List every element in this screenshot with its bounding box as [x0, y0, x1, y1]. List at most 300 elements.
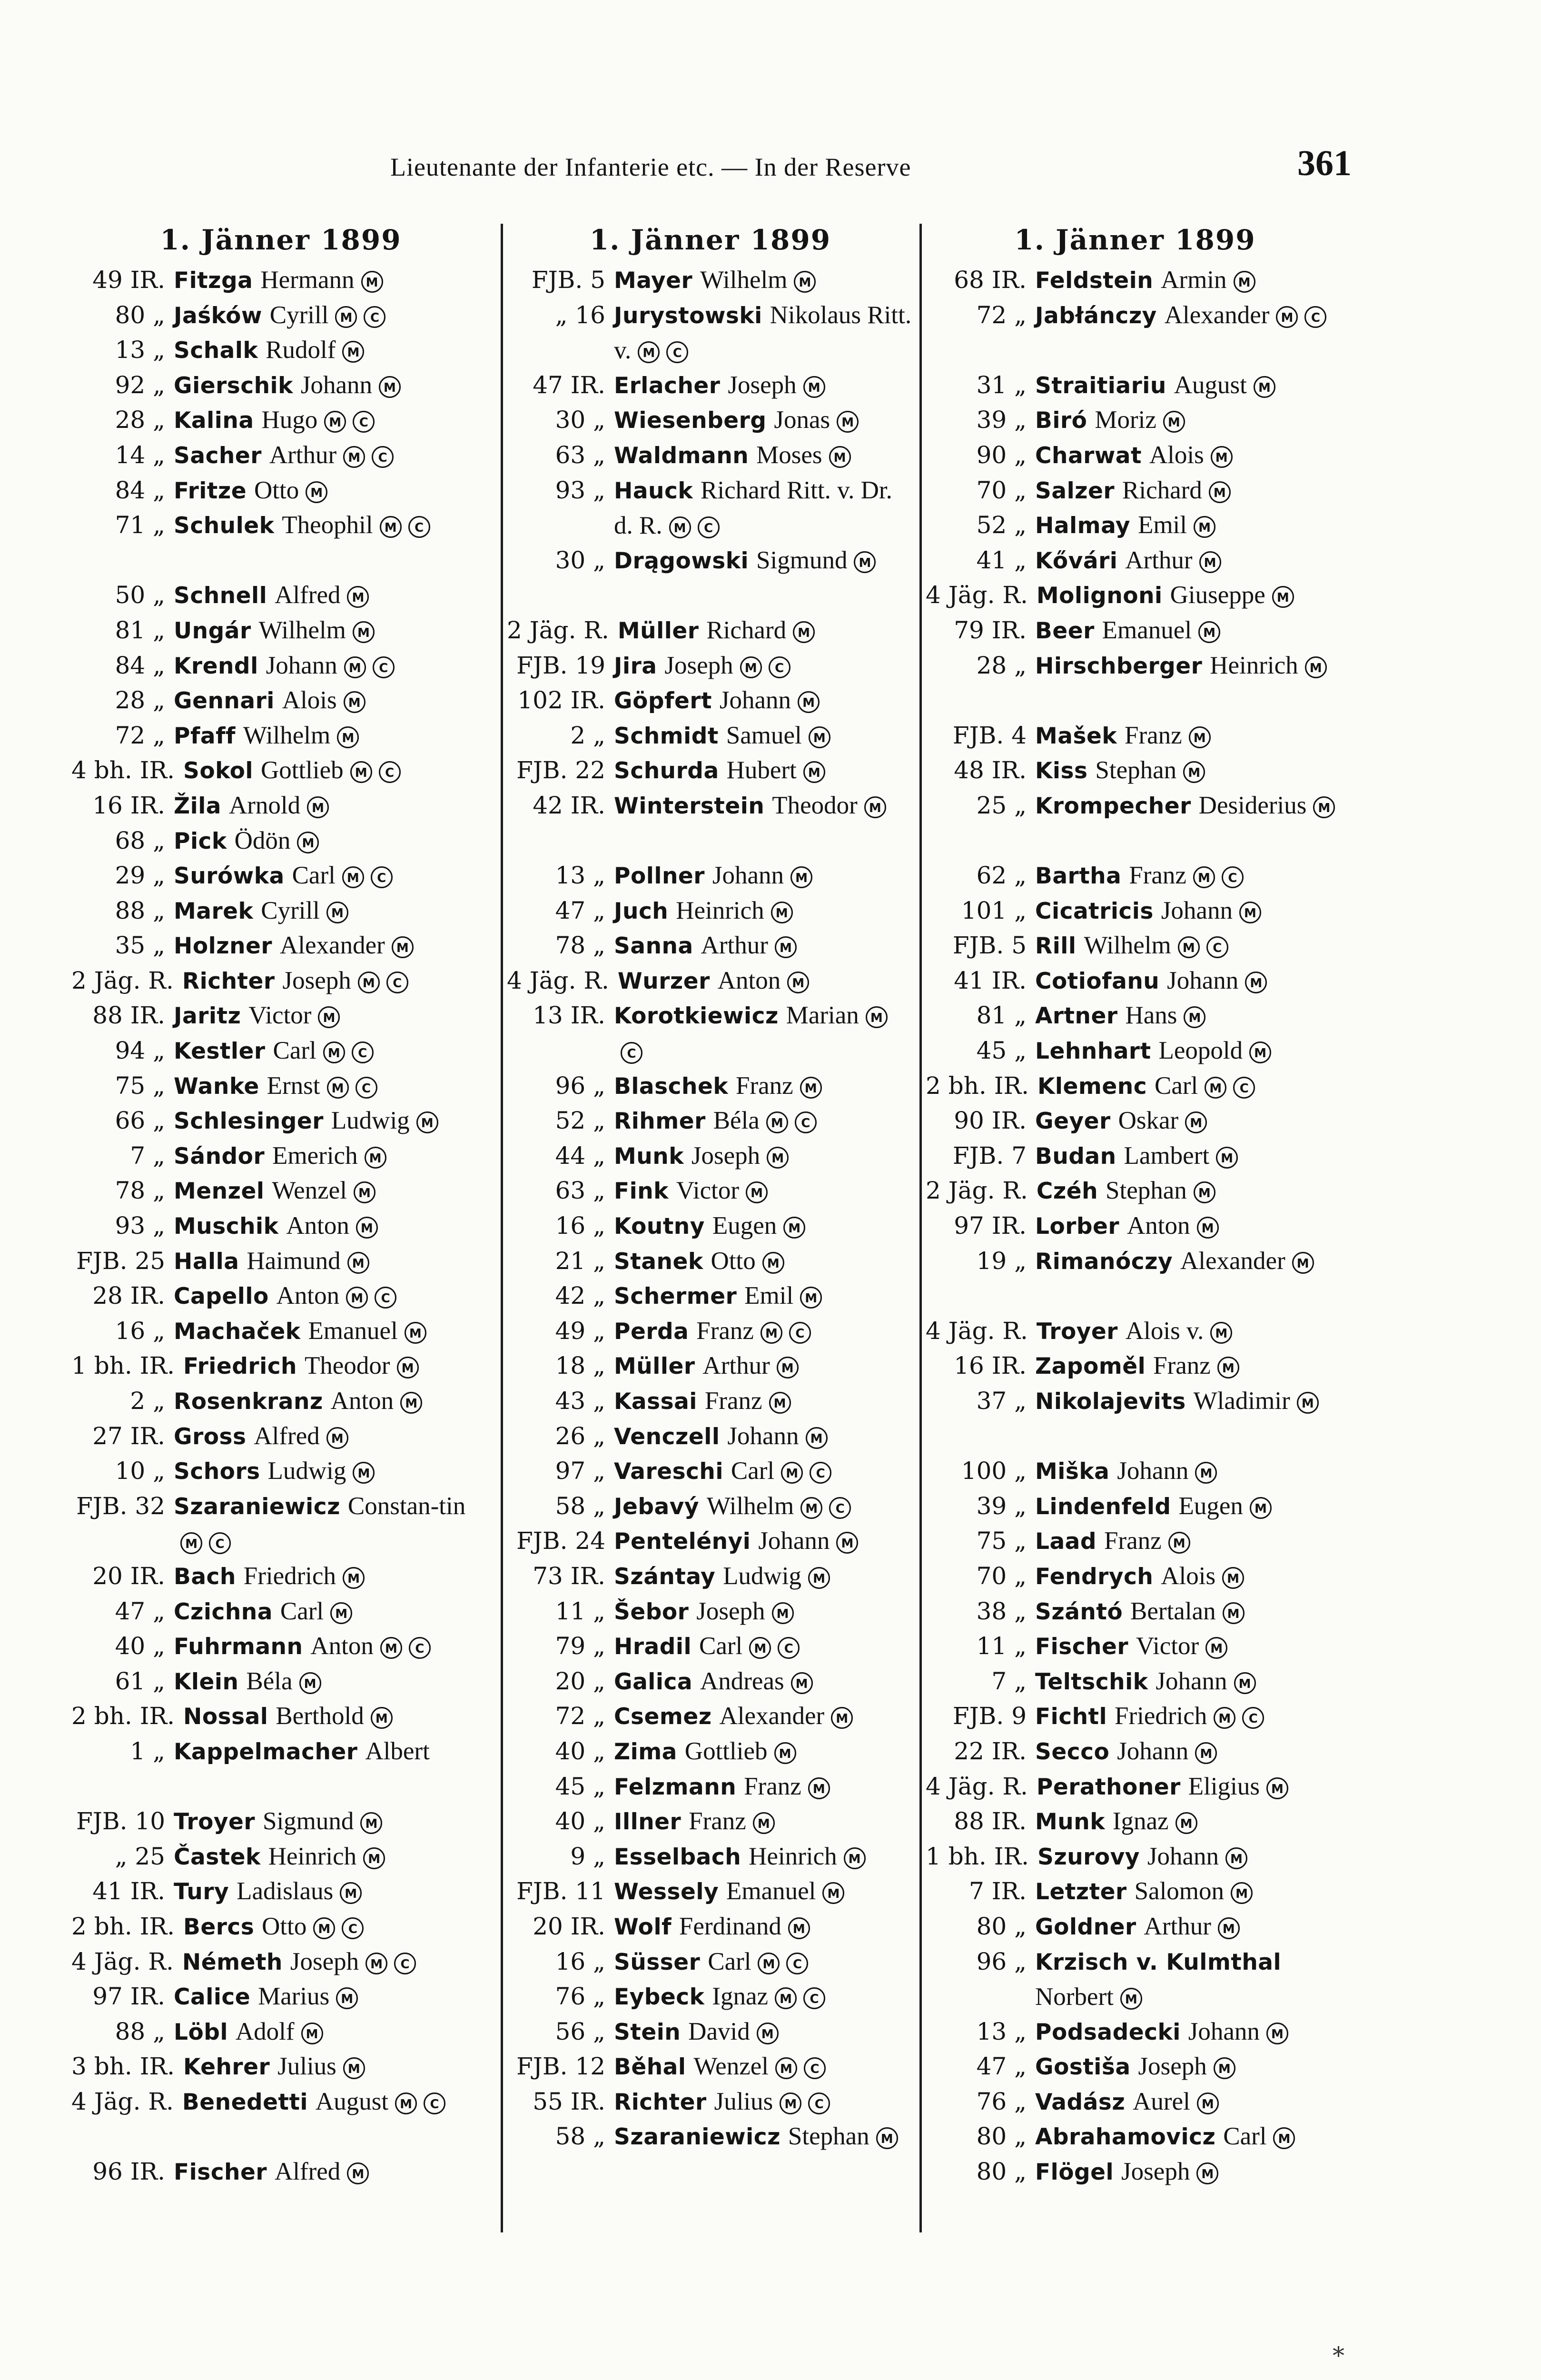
surname: Troyer	[174, 1809, 256, 1835]
given-name: Wilhelm	[243, 721, 331, 749]
medal-m-icon: M	[347, 586, 369, 608]
regiment-label: FJB. 12	[516, 2053, 605, 2081]
medal-m-icon: M	[1194, 516, 1215, 538]
person-name	[174, 508, 490, 544]
regiment-label: 56 „	[555, 2017, 605, 2045]
given-name: Joseph	[696, 1597, 765, 1625]
given-name: Theophil	[282, 511, 373, 539]
medal-m-icon: M	[361, 271, 383, 293]
person-name	[1035, 2084, 1344, 2120]
surname: Šebor	[614, 1598, 689, 1625]
medal-c-icon: C	[209, 1532, 231, 1554]
medal-m-icon: M	[299, 1672, 321, 1694]
given-name: Johann	[300, 371, 372, 399]
regiment-label: 20 IR.	[533, 1912, 605, 1940]
regiment-label: 2 Jäg. R.	[507, 616, 609, 644]
list-item	[507, 1489, 914, 1524]
medal-m-icon: M	[1176, 1812, 1197, 1834]
surname: Koutny	[614, 1213, 705, 1240]
medal-m-icon: M	[806, 1427, 828, 1449]
medal-m-icon: M	[340, 1882, 362, 1904]
medal-c-icon: C	[829, 1497, 851, 1519]
surname: Cotiofanu	[1035, 968, 1160, 994]
regiment-label: 47 IR.	[533, 371, 605, 399]
medal-m-icon: M	[1266, 2023, 1288, 2044]
list-item	[71, 368, 490, 403]
medal-m-icon: M	[1205, 1637, 1227, 1659]
regiment-label: 41 IR.	[954, 966, 1027, 994]
medal-m-icon: M	[767, 1147, 789, 1169]
surname: Müller	[617, 617, 699, 644]
person-name	[183, 753, 490, 789]
regiment-label: 70 „	[976, 476, 1027, 504]
surname: Felzmann	[614, 1774, 737, 1800]
given-name: Richard	[706, 616, 787, 644]
regiment-label: FJB. 7	[952, 1141, 1027, 1170]
medal-m-icon: M	[1211, 446, 1233, 468]
person-name	[1035, 718, 1344, 754]
entry-list	[926, 263, 1344, 2190]
medal-m-icon: M	[777, 1357, 799, 1378]
list-item	[507, 648, 914, 684]
list-item	[71, 298, 490, 333]
regiment-label: 96 IR.	[92, 2158, 165, 2186]
given-name: Franz	[744, 1772, 801, 1800]
medal-c-icon: C	[371, 866, 393, 888]
medal-m-icon: M	[318, 1006, 340, 1028]
column-2	[507, 224, 914, 2242]
person-name	[1035, 368, 1344, 404]
surname: Németh	[182, 1949, 283, 1975]
person-name	[1037, 1314, 1344, 1349]
regiment-label: 40 „	[555, 1807, 605, 1835]
medal-m-icon: M	[363, 1847, 385, 1869]
regiment-label: 2 bh. IR.	[926, 1071, 1029, 1100]
list-item	[71, 823, 490, 859]
person-name	[1035, 788, 1344, 824]
medal-m-icon: M	[1163, 411, 1185, 433]
list-item	[926, 1069, 1344, 1104]
list-item	[507, 1699, 914, 1734]
person-name	[618, 613, 914, 649]
regiment-label: 7 „	[991, 1667, 1027, 1695]
list-item	[507, 1874, 914, 1909]
list-item	[926, 788, 1344, 858]
medal-c-icon: C	[795, 1111, 817, 1133]
person-name	[182, 2084, 490, 2120]
medal-m-icon: M	[1222, 1567, 1244, 1589]
surname: Častek	[174, 1844, 261, 1870]
given-name: Wilhelm	[700, 266, 788, 294]
medal-m-icon: M	[1234, 1672, 1256, 1694]
surname: Halla	[174, 1248, 239, 1275]
person-name	[1035, 1734, 1344, 1770]
regiment-label: 72 „	[115, 721, 165, 749]
medal-m-icon: M	[353, 621, 375, 643]
medal-m-icon: M	[1273, 2127, 1295, 2149]
regiment-label: 75 „	[115, 1071, 165, 1100]
person-name	[174, 1103, 490, 1139]
medal-m-icon: M	[783, 1217, 805, 1239]
person-name	[614, 1699, 914, 1735]
given-name: Carl	[699, 1632, 743, 1660]
list-item	[71, 718, 490, 754]
surname: Mayer	[614, 268, 693, 294]
given-name: Bertalan	[1130, 1597, 1216, 1625]
given-name: Stephan	[1106, 1177, 1187, 1205]
given-name: Arthur	[1144, 1912, 1211, 1940]
list-item	[926, 1909, 1344, 1944]
surname: Jabłánczy	[1035, 302, 1157, 329]
person-name	[174, 1209, 490, 1244]
person-name	[614, 438, 914, 474]
given-name: Julius	[714, 2087, 773, 2115]
medal-m-icon: M	[342, 866, 364, 888]
medal-m-icon: M	[1189, 726, 1211, 748]
list-item	[71, 333, 490, 368]
medal-m-icon: M	[1178, 936, 1200, 958]
surname: Kassai	[614, 1388, 697, 1415]
medal-c-icon: C	[789, 1322, 811, 1344]
person-name	[1035, 403, 1344, 438]
person-name	[618, 963, 914, 999]
person-name	[1035, 1384, 1344, 1419]
given-name: Arthur	[269, 441, 337, 469]
given-name: Franz	[1104, 1527, 1162, 1555]
list-item	[926, 1594, 1344, 1629]
surname: Artner	[1035, 1003, 1118, 1030]
person-name	[614, 1769, 914, 1805]
medal-m-icon: M	[1305, 656, 1327, 678]
given-name: Hans	[1125, 1002, 1177, 1030]
surname: Jira	[614, 653, 657, 679]
given-name: Julius	[277, 2053, 336, 2081]
list-item	[507, 718, 914, 754]
list-item	[71, 753, 490, 788]
regiment-label: 28 IR.	[92, 1282, 165, 1310]
regiment-label: 76 „	[976, 2087, 1027, 2115]
medal-m-icon: M	[762, 1252, 784, 1274]
given-name: Constan-tin	[347, 1492, 466, 1520]
regiment-label: 94 „	[115, 1037, 165, 1065]
surname: Klemenc	[1037, 1073, 1147, 1100]
surname: Szántay	[614, 1563, 716, 1590]
given-name: Eugen	[712, 1212, 777, 1240]
given-name: Moriz	[1095, 406, 1156, 434]
given-name: Ludwig	[331, 1107, 410, 1135]
column-title: 1. Jänner 1899	[160, 224, 402, 256]
surname: Pick	[174, 828, 227, 854]
surname: Erlacher	[614, 372, 721, 399]
surname: Winterstein	[614, 793, 765, 819]
medal-m-icon: M	[343, 2057, 365, 2079]
given-name: Alois v.	[1125, 1317, 1204, 1345]
person-name	[1037, 1769, 1344, 1805]
given-name: Ignaz	[1112, 1807, 1169, 1835]
medal-c-icon: C	[364, 306, 385, 328]
medal-m-icon: M	[1120, 1988, 1142, 2010]
regiment-label: FJB. 9	[952, 1702, 1027, 1730]
list-item	[926, 718, 1344, 754]
surname: Muschik	[174, 1213, 279, 1240]
person-name	[1035, 1909, 1344, 1945]
list-item	[71, 1664, 490, 1699]
given-name: Alfred	[254, 1422, 320, 1450]
list-item	[926, 1804, 1344, 1839]
surname: Schalk	[174, 337, 258, 364]
surname: Sándor	[174, 1143, 265, 1170]
surname: Schermer	[614, 1283, 737, 1310]
surname: Budan	[1035, 1143, 1116, 1170]
given-name: Marian	[786, 1002, 859, 1030]
surname: Kappelmacher	[174, 1738, 358, 1765]
given-name: Oskar	[1118, 1107, 1179, 1135]
regiment-label: 21 „	[555, 1247, 605, 1275]
surname: Esselbach	[614, 1844, 741, 1870]
medal-m-icon: M	[1245, 972, 1267, 993]
regiment-label: 45 „	[976, 1037, 1027, 1065]
given-name: Ernst	[267, 1071, 320, 1100]
regiment-label: 28 „	[115, 406, 165, 434]
person-name	[614, 1594, 914, 1630]
person-name	[614, 2119, 914, 2155]
medal-m-icon: M	[669, 516, 691, 538]
surname: Venczell	[614, 1423, 720, 1450]
given-name: Ludwig	[267, 1457, 346, 1485]
person-name	[614, 1384, 914, 1419]
surname: Müller	[614, 1353, 695, 1380]
regiment-label: 80 „	[976, 1912, 1027, 1940]
regiment-label: 88 IR.	[92, 1002, 165, 1030]
person-name	[183, 1699, 490, 1735]
person-name	[174, 333, 490, 368]
medal-c-icon: C	[778, 1637, 800, 1659]
person-name	[614, 1279, 914, 1314]
given-name: Emerich	[272, 1141, 358, 1170]
list-item	[71, 1909, 490, 1944]
list-item	[71, 963, 490, 999]
given-name: Anton	[330, 1387, 394, 1415]
given-name: Franz	[696, 1317, 754, 1345]
given-name: Carl	[708, 1947, 751, 1975]
list-item	[507, 1944, 914, 1980]
list-item	[507, 1524, 914, 1559]
medal-m-icon: M	[360, 1812, 382, 1834]
given-name: Carl	[1154, 1071, 1198, 1100]
surname: Pollner	[614, 863, 705, 890]
surname: Czéh	[1036, 1178, 1098, 1205]
surname: Perda	[614, 1318, 689, 1345]
running-head: Lieutenante der Infanterie etc. — In der Reserve	[390, 153, 911, 181]
entry-list	[71, 263, 490, 2190]
list-item	[71, 1279, 490, 1314]
given-name: Arthur	[1125, 546, 1193, 574]
regiment-label: 16 „	[115, 1317, 165, 1345]
regiment-label: 79 „	[555, 1632, 605, 1660]
person-name	[1035, 1804, 1344, 1840]
surname: Fischer	[174, 2159, 267, 2186]
surname: Fischer	[1035, 1634, 1129, 1660]
given-name: Johann	[1161, 896, 1233, 924]
given-name: Emanuel	[726, 1877, 816, 1905]
person-name	[174, 1139, 490, 1174]
person-name	[1035, 2049, 1344, 2085]
person-name	[174, 368, 490, 404]
medal-m-icon: M	[1198, 621, 1220, 643]
given-name: Alexander	[280, 932, 385, 960]
list-item	[507, 963, 914, 999]
medal-m-icon: M	[788, 1917, 810, 1939]
surname: Lorber	[1035, 1213, 1120, 1240]
person-name	[1035, 753, 1344, 789]
regiment-label: 81 „	[115, 616, 165, 644]
given-name: Otto	[711, 1247, 756, 1275]
list-item	[507, 1839, 914, 1874]
list-item	[926, 1244, 1344, 1314]
given-name: Moses	[756, 441, 822, 469]
regiment-label: 4 Jäg. R.	[71, 2087, 174, 2115]
surname: Fendrych	[1035, 1563, 1154, 1590]
list-item	[507, 1734, 914, 1769]
list-item	[71, 648, 490, 684]
regiment-label: 18 „	[555, 1352, 605, 1380]
given-name: Alexander	[719, 1702, 825, 1730]
person-name	[1035, 1594, 1344, 1630]
person-name	[1035, 613, 1344, 649]
regiment-label: 13 „	[555, 862, 605, 890]
given-name: Leopold	[1158, 1037, 1243, 1065]
list-item	[71, 1699, 490, 1734]
regiment-label: 4 Jäg. R.	[926, 1772, 1028, 1800]
medal-m-icon: M	[803, 376, 825, 398]
person-name	[614, 1629, 914, 1665]
person-name	[182, 963, 490, 999]
given-name: Heinrich	[268, 1842, 357, 1870]
medal-m-icon: M	[836, 1532, 858, 1554]
medal-c-icon: C	[1242, 1707, 1264, 1729]
given-name: Samuel	[726, 721, 802, 749]
given-name: Sigmund	[756, 546, 848, 574]
regiment-label: 80 „	[976, 2158, 1027, 2186]
person-name	[614, 1349, 914, 1384]
person-name	[614, 753, 914, 789]
regiment-label: 37 „	[976, 1387, 1027, 1415]
regiment-label: 10 „	[115, 1457, 165, 1485]
person-name	[614, 263, 914, 298]
list-item	[926, 1349, 1344, 1384]
surname: Zapoměl	[1035, 1353, 1146, 1380]
list-item	[507, 2084, 914, 2120]
surname: Drągowski	[614, 547, 749, 574]
list-item	[507, 613, 914, 648]
medal-c-icon: C	[804, 2057, 826, 2079]
surname: Laad	[1035, 1528, 1097, 1555]
person-name	[174, 788, 490, 824]
regiment-label: 80 „	[976, 2122, 1027, 2151]
person-name	[174, 1489, 490, 1559]
list-item	[71, 1069, 490, 1104]
medal-m-icon: M	[371, 1707, 393, 1729]
surname: Galica	[614, 1668, 693, 1695]
medal-m-icon: M	[749, 1637, 771, 1659]
medal-m-icon: M	[864, 796, 886, 818]
regiment-label: 39 „	[976, 406, 1027, 434]
list-item	[71, 1839, 490, 1874]
regiment-label: 4 bh. IR.	[71, 756, 175, 784]
medal-m-icon: M	[1195, 1742, 1217, 1764]
given-name: Wilhelm	[706, 1492, 794, 1520]
given-name: Johann	[1188, 2017, 1260, 2045]
regiment-label: 96 „	[555, 1071, 605, 1100]
list-item	[926, 1209, 1344, 1244]
list-item	[71, 1033, 490, 1069]
person-name	[174, 1419, 490, 1455]
given-name: Gottlieb	[260, 756, 344, 784]
surname: Richter	[182, 968, 275, 994]
regiment-label: 52 „	[976, 511, 1027, 539]
surname: Sanna	[614, 933, 693, 960]
list-item	[926, 1664, 1344, 1699]
surname: Halmay	[1035, 513, 1131, 539]
regiment-label: 63 „	[555, 441, 605, 469]
medal-m-icon: M	[780, 2092, 801, 2114]
regiment-label: 26 „	[555, 1422, 605, 1450]
given-name: Joseph	[1121, 2158, 1190, 2186]
list-item	[507, 753, 914, 788]
person-name	[614, 368, 914, 404]
surname: Fritze	[174, 477, 247, 504]
medal-m-icon: M	[301, 2023, 323, 2044]
regiment-label: 78 „	[115, 1177, 165, 1205]
regiment-label: 4 Jäg. R.	[926, 1317, 1028, 1345]
given-name: Eugen	[1178, 1492, 1243, 1520]
given-name: Giuseppe	[1170, 581, 1265, 609]
surname: Holzner	[174, 933, 273, 960]
regiment-label: 30 „	[555, 546, 605, 574]
surname: Krzisch v. Kulmthal	[1035, 1949, 1282, 1975]
list-item	[71, 1734, 490, 1804]
surname: Stein	[614, 2019, 681, 2045]
list-item	[507, 1629, 914, 1664]
regiment-label: 13 „	[115, 336, 165, 364]
regiment-label: 70 „	[976, 1562, 1027, 1590]
given-name: Andreas	[700, 1667, 784, 1695]
list-item	[71, 1314, 490, 1349]
medal-m-icon: M	[1194, 1181, 1215, 1203]
given-name: Carl	[292, 862, 336, 890]
person-name	[1035, 2014, 1344, 2050]
given-name: Anton	[717, 966, 781, 994]
surname: Friedrich	[183, 1353, 297, 1380]
regiment-label: 63 „	[555, 1177, 605, 1205]
given-name: Cyrill	[269, 301, 329, 329]
person-name	[614, 1559, 914, 1595]
person-name	[174, 263, 490, 298]
given-name: Wilhelm	[1084, 932, 1171, 960]
medal-m-icon: M	[1217, 1357, 1239, 1378]
medal-m-icon: M	[803, 761, 825, 783]
regiment-label: 42 IR.	[533, 791, 605, 819]
person-name	[174, 1244, 490, 1279]
regiment-label: 92 „	[115, 371, 165, 399]
surname: Běhal	[614, 2054, 686, 2081]
medal-m-icon: M	[829, 446, 851, 468]
person-name	[614, 1139, 914, 1174]
medal-m-icon: M	[392, 936, 414, 958]
list-item	[71, 438, 490, 473]
surname: Süsser	[614, 1949, 701, 1975]
surname: Surówka	[174, 863, 285, 890]
